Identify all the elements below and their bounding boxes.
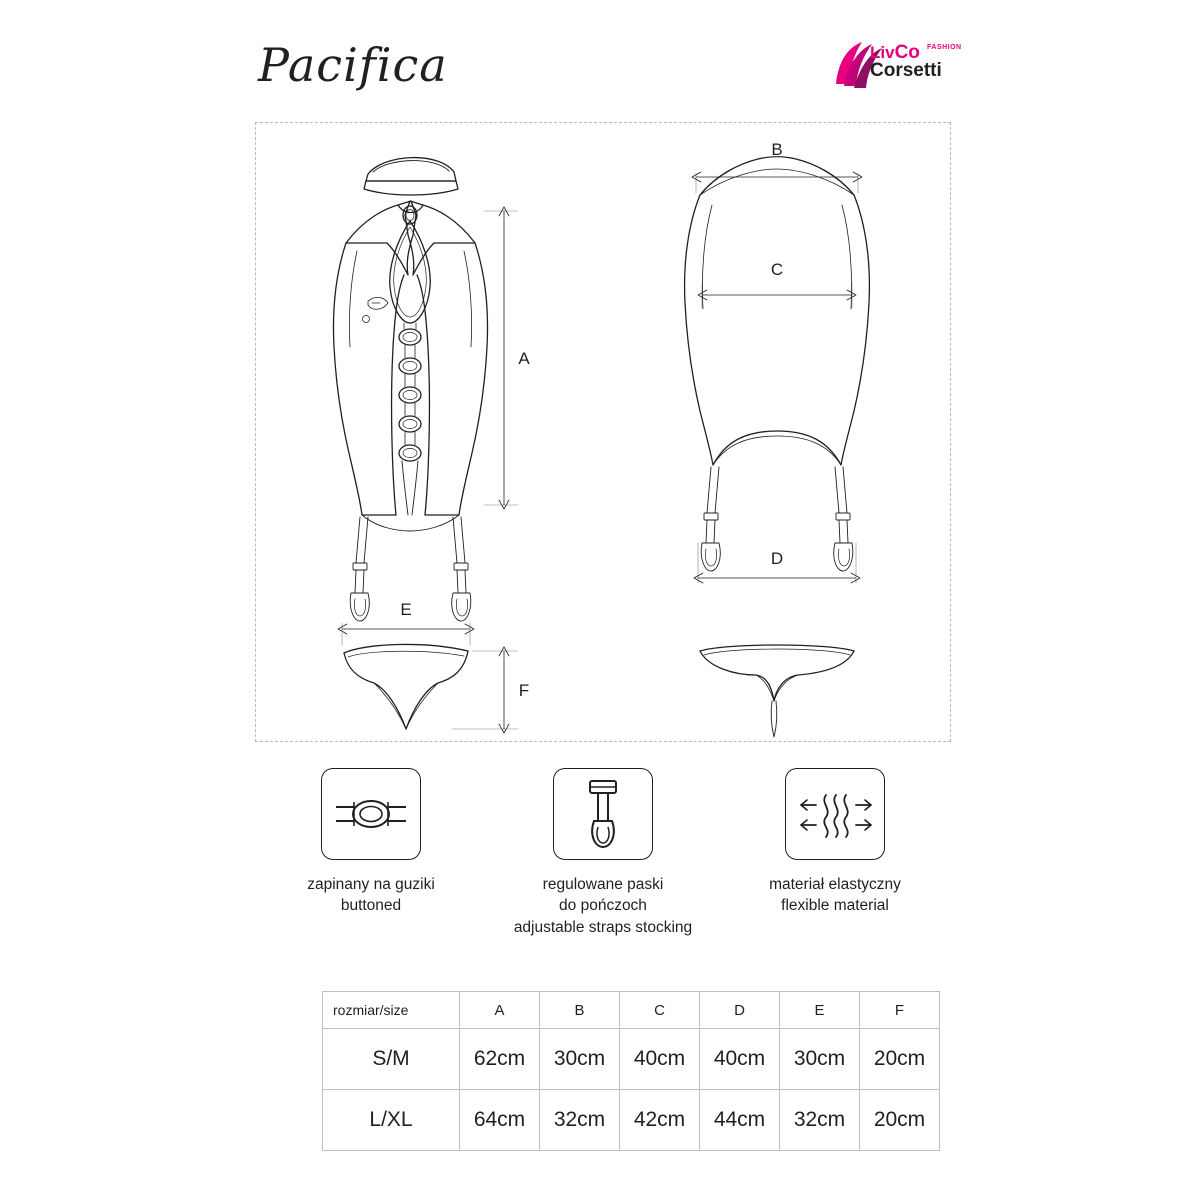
size-lxl-a: 64cm bbox=[460, 1090, 540, 1151]
size-table bbox=[322, 991, 940, 1151]
size-label-sm: S/M bbox=[323, 1029, 460, 1090]
size-label-lxl: L/XL bbox=[323, 1090, 460, 1151]
size-sm-e: 30cm bbox=[780, 1029, 860, 1090]
elastic-material-icon-box bbox=[785, 768, 885, 860]
thong-front bbox=[344, 644, 468, 729]
dimension-label-C: C bbox=[770, 260, 784, 279]
page-title: Pacifica bbox=[258, 38, 448, 92]
size-lxl-d: 44cm bbox=[700, 1090, 780, 1151]
size-table-header-f: F bbox=[860, 992, 940, 1029]
brand-name-bottom: Corsetti bbox=[870, 60, 942, 81]
size-table-header-a: A bbox=[460, 992, 540, 1029]
feature-straps-line-3: adjustable straps stocking bbox=[513, 918, 693, 936]
dimension-label-A: A bbox=[518, 349, 530, 368]
size-lxl-c: 42cm bbox=[620, 1090, 700, 1151]
size-table-header-size: rozmiar/size bbox=[323, 992, 460, 1029]
size-table-header-d: D bbox=[700, 992, 780, 1029]
size-sm-b: 30cm bbox=[540, 1029, 620, 1090]
size-sm-f: 20cm bbox=[860, 1029, 940, 1090]
dimension-label-B: B bbox=[771, 140, 783, 159]
size-sm-a: 62cm bbox=[460, 1029, 540, 1090]
brand-liv: Liv bbox=[870, 43, 895, 62]
elastic-material-icon bbox=[786, 769, 884, 859]
dimension-label-D: D bbox=[770, 549, 784, 568]
feature-buttoned-line-2: buttoned bbox=[340, 897, 402, 915]
feature-flexible-caption bbox=[769, 874, 901, 917]
thong-back bbox=[700, 645, 854, 737]
feature-adjustable-straps-caption bbox=[514, 874, 692, 938]
brand-fashion-tag: FASHION bbox=[927, 44, 962, 51]
button-closure-icon-box bbox=[321, 768, 421, 860]
size-lxl-b: 32cm bbox=[540, 1090, 620, 1151]
size-lxl-f: 20cm bbox=[860, 1090, 940, 1151]
size-table-header-e: E bbox=[780, 992, 860, 1029]
dimension-label-E: E bbox=[400, 600, 412, 619]
brand-logo bbox=[832, 38, 962, 90]
button-closure-icon bbox=[322, 769, 420, 859]
front-cap bbox=[364, 158, 458, 195]
size-sm-c: 40cm bbox=[620, 1029, 700, 1090]
feature-straps-line-1: regulowane paski bbox=[542, 876, 664, 893]
feature-buttoned bbox=[255, 768, 487, 938]
garment-technical-drawing bbox=[256, 123, 950, 741]
table-row bbox=[323, 1029, 940, 1090]
size-sm-d: 40cm bbox=[700, 1029, 780, 1090]
feature-buttoned-line-1: zapinany na guziki bbox=[307, 876, 435, 893]
size-table-header-c: C bbox=[620, 992, 700, 1029]
feature-buttoned-caption bbox=[307, 874, 435, 917]
feature-flexible-material bbox=[719, 768, 951, 938]
feature-straps-line-2: do pończoch bbox=[559, 897, 647, 915]
back-view bbox=[685, 157, 870, 571]
adjustable-strap-icon-box bbox=[553, 768, 653, 860]
table-row bbox=[323, 1090, 940, 1151]
dimension-label-F: F bbox=[518, 681, 530, 700]
feature-list bbox=[255, 768, 951, 938]
size-lxl-e: 32cm bbox=[780, 1090, 860, 1151]
adjustable-strap-icon bbox=[554, 769, 652, 859]
feature-adjustable-straps bbox=[487, 768, 719, 938]
technical-drawing-panel bbox=[255, 122, 951, 742]
brand-co: Co bbox=[894, 42, 920, 63]
feature-flexible-line-2: flexible material bbox=[781, 897, 889, 915]
size-table-header-row bbox=[323, 992, 940, 1029]
size-table-header-b: B bbox=[540, 992, 620, 1029]
feature-flexible-line-1: materiał elastyczny bbox=[769, 876, 901, 893]
